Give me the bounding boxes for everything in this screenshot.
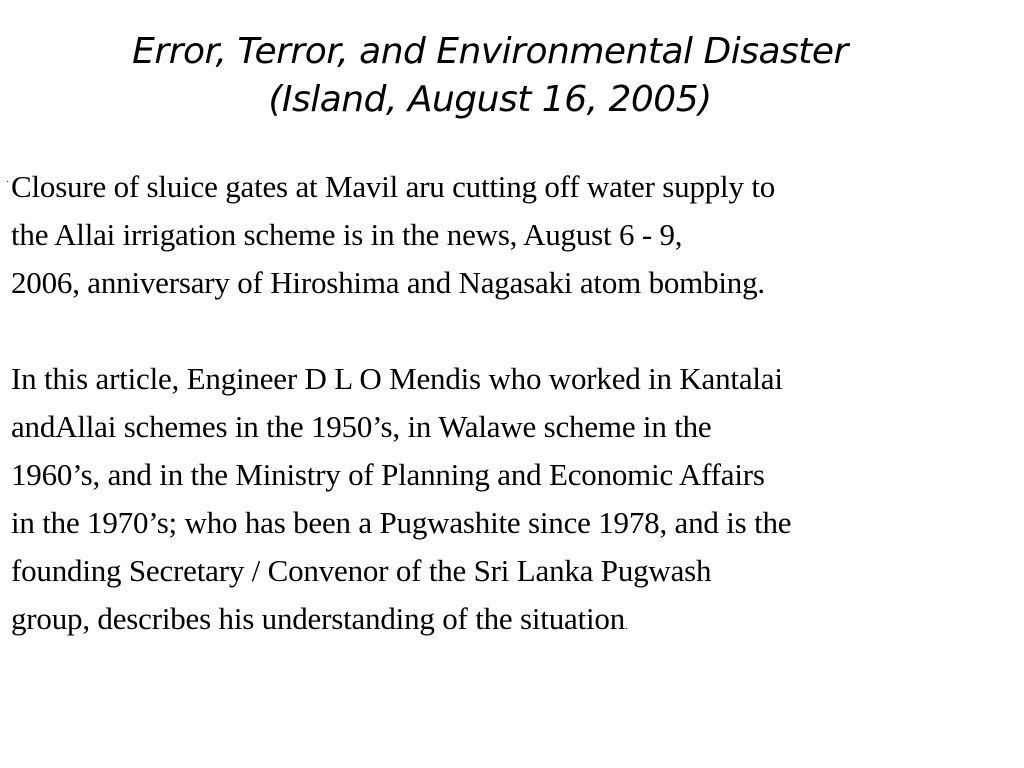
paragraph-1-line-1: Closure of sluice gates at Mavil aru cutting off water supply to — [11, 169, 776, 204]
paragraph-2-line-4: in the 1970’s; who has been a Pugwashite since 1978, and is the — [11, 505, 792, 540]
paragraph-1-line-3: 2006, anniversary of Hiroshima and Nagasaki atom bombing. — [11, 265, 765, 300]
paragraph-1-line-2: the Allai irrigation scheme is in the news, August 6 - 9, — [11, 217, 683, 252]
title-line-2: (Island, August 16, 2005) — [268, 79, 712, 120]
paragraph-closure-news — [11, 163, 1024, 307]
paragraph-2-line-6-text: group, describes his understanding of the situation — [11, 601, 625, 636]
paragraph-2-line-6 — [11, 595, 1024, 651]
paragraph-2-line-2: andAllai schemes in the 1950’s, in Walawe scheme in the — [11, 409, 712, 444]
paragraph-2-line-3: 1960’s, and in the Ministry of Planning and Economic Affairs — [11, 457, 765, 492]
slide-title — [20, 28, 960, 124]
paragraph-author-description — [11, 355, 1024, 651]
paragraph-2-line-5: founding Secretary / Convenor of the Sri Lanka Pugwash — [11, 553, 712, 588]
bullet-mark: · — [6, 177, 10, 188]
slide-body — [11, 163, 1024, 651]
paragraph-2-line-1: In this article, Engineer D L O Mendis who worked in Kantalai — [11, 361, 783, 396]
title-line-1: Error, Terror, and Environmental Disaster — [132, 31, 848, 72]
tail-mark: . — [625, 621, 628, 632]
